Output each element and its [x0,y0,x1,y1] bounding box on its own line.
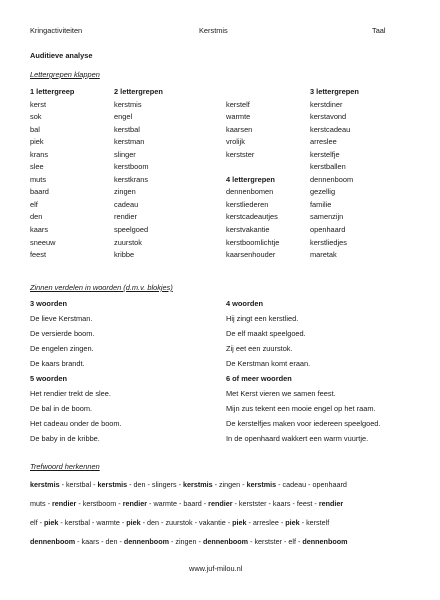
list-item: baard [30,187,49,197]
keyword-highlight: piek [43,518,59,527]
list-item: maretak [310,250,337,260]
keyword-highlight: rendier [51,499,77,508]
header-right: Taal [372,26,386,35]
sentence-item: De engelen zingen. [30,344,94,353]
keyword-highlight: rendier [318,499,344,508]
keyword-line [30,500,415,509]
sentence-item: Zij eet een zuurstok. [226,344,293,353]
keyword-text: - kerstbal - warmte - [58,518,127,527]
col-1-title: 1 lettergreep [30,87,75,96]
keyword-text: - zingen - [168,537,203,546]
list-item: kribbe [114,250,135,260]
list-item: kerstvakantie [226,225,270,235]
keyword-line [30,538,415,547]
list-item: kerstbal [114,124,140,134]
list-item: kerstliederen [226,199,269,209]
header-left: Kringactiviteiten [30,26,83,35]
keyword-text: - arreslee - [246,518,286,527]
list-item: dennenboom [310,174,354,184]
list-item: kerst [30,99,47,109]
list-item: slinger [114,149,136,159]
sentences-heading: Zinnen verdelen in woorden (d.m.v. blokjes) [30,283,173,292]
sentence-item: Het rendier trekt de slee. [30,389,111,398]
list-item: elf [30,199,38,209]
header-center: Kerstmis [199,26,228,35]
keyword-text: - warmte - baard - [147,499,209,508]
list-item: engel [114,112,133,122]
keyword-text: - cadeau - openhaard [276,480,347,489]
sentence-item: In de openhaard wakkert een warm vuurtje. [226,434,369,443]
six-words-title: 6 of meer woorden [226,374,292,383]
sentences-three [30,300,95,375]
list-item: kerstcadeautjes [226,212,278,222]
syllables-col-1 [30,88,74,264]
list-item: kerstmis [114,99,142,109]
section-title: Auditieve analyse [30,51,93,60]
sentence-item: Het cadeau onder de boom. [30,419,122,428]
keyword-highlight: piek [285,518,300,527]
sentence-item: De elf maakt speelgoed. [226,329,306,338]
list-item: feest [30,250,47,260]
keyword-heading: Trefwoord herkennen [30,462,100,471]
keyword-highlight: piek [232,518,247,527]
list-item: zingen [114,187,136,197]
keyword-text: - kerstbal - [59,480,98,489]
keyword-highlight: dennenboom [202,537,249,546]
sentence-item: Hij zingt een kerstlied. [226,314,299,323]
list-item: zuurstok [114,237,142,247]
list-item: kerstballen [310,162,346,172]
keyword-highlight: dennenboom [302,537,348,546]
list-item: krans [30,149,49,159]
sentences-five [30,375,122,450]
syllables-col-2 [114,88,163,264]
keyword-line [30,481,415,490]
sentence-item: Met Kerst vieren we samen feest. [226,389,336,398]
col-3-gap [226,163,279,176]
keyword-text: - kerstboom - [76,499,123,508]
list-item: kerstboomlichtje [226,237,280,247]
sentence-item: De bal in de boom. [30,404,93,413]
keyword-highlight: kerstmis [30,480,60,489]
keyword-highlight: piek [126,518,141,527]
list-item: gezellig [310,187,336,197]
keyword-text: - den - slingers - [127,480,184,489]
list-item: warmte [226,112,251,122]
sentences-four [226,300,310,375]
list-item: kaarsenhouder [226,250,276,260]
keyword-text: - kerstster - kaars - feest - [232,499,319,508]
list-item: vrolijk [226,137,245,147]
list-item: kerstavond [310,112,347,122]
sentence-item: De lieve Kerstman. [30,314,93,323]
keyword-text: - zingen - [212,480,247,489]
list-item: samenzijn [310,212,344,222]
sentence-item: De Kerstman komt eraan. [226,359,311,368]
list-item: bal [30,124,40,134]
syllables-col-4 [310,88,359,264]
four-words-title: 4 woorden [226,299,263,308]
list-item: kerstelf [226,99,250,109]
list-item: kerstster [226,149,255,159]
sentence-item: De kaars brandt. [30,359,85,368]
list-item: piek [30,137,44,147]
keyword-text: elf - [30,518,44,527]
col-3b-title: 4 lettergrepen [226,174,275,184]
list-item: sok [30,112,42,122]
list-item: kaars [30,225,49,235]
col-4-title: 3 lettergrepen [310,87,359,96]
list-item: dennenbomen [226,187,274,197]
list-item: kerstelfje [310,149,340,159]
keyword-text: muts - [30,499,52,508]
keyword-highlight: kerstmis [97,480,128,489]
keyword-highlight: dennenboom [123,537,169,546]
list-item: arreslee [310,137,337,147]
list-item: kerstdiner [310,99,343,109]
col-3-spacer [226,88,279,101]
list-item: rendier [114,212,138,222]
syllables-heading: Lettergrepen klappen [30,70,100,79]
footer-url: www.juf-milou.nl [189,564,243,573]
keyword-highlight: dennenboom [30,537,76,546]
keyword-highlight: rendier [122,499,148,508]
list-item: speelgoed [114,225,149,235]
keyword-text: - den - zuurstok - vakantie - [140,518,233,527]
keyword-highlight: kerstmis [246,480,277,489]
keyword-line [30,519,415,528]
list-item: den [30,212,43,222]
keyword-text: - kaars - den - [75,537,124,546]
list-item: kerstboom [114,162,149,172]
col-2-title: 2 lettergrepen [114,87,163,96]
list-item: kerstman [114,137,145,147]
keyword-highlight: kerstmis [183,480,213,489]
list-item: cadeau [114,199,139,209]
keyword-highlight: rendier [208,499,233,508]
list-item: sneeuw [30,237,56,247]
list-item: kerstcadeau [310,124,351,134]
sentence-item: De versierde boom. [30,329,95,338]
list-item: slee [30,162,44,172]
keyword-text: - kerstelf [299,518,330,527]
five-words-title: 5 woorden [30,374,67,383]
list-item: openhaard [310,225,346,235]
sentences-six [226,375,380,450]
sentence-item: Mijn zus tekent een mooie engel op het raam. [226,404,376,413]
sentence-item: De kerstelfjes maken voor iedereen speelgoed. [226,419,381,428]
list-item: muts [30,174,47,184]
list-item: kerstkrans [114,174,149,184]
list-item: familie [310,199,332,209]
sentence-item: De baby in de kribbe. [30,434,100,443]
list-item: kaarsen [226,124,253,134]
syllables-col-3 [226,88,279,264]
three-words-title: 3 woorden [30,299,67,308]
keyword-text: - kerstster - elf - [248,537,303,546]
list-item: kerstliedjes [310,237,347,247]
